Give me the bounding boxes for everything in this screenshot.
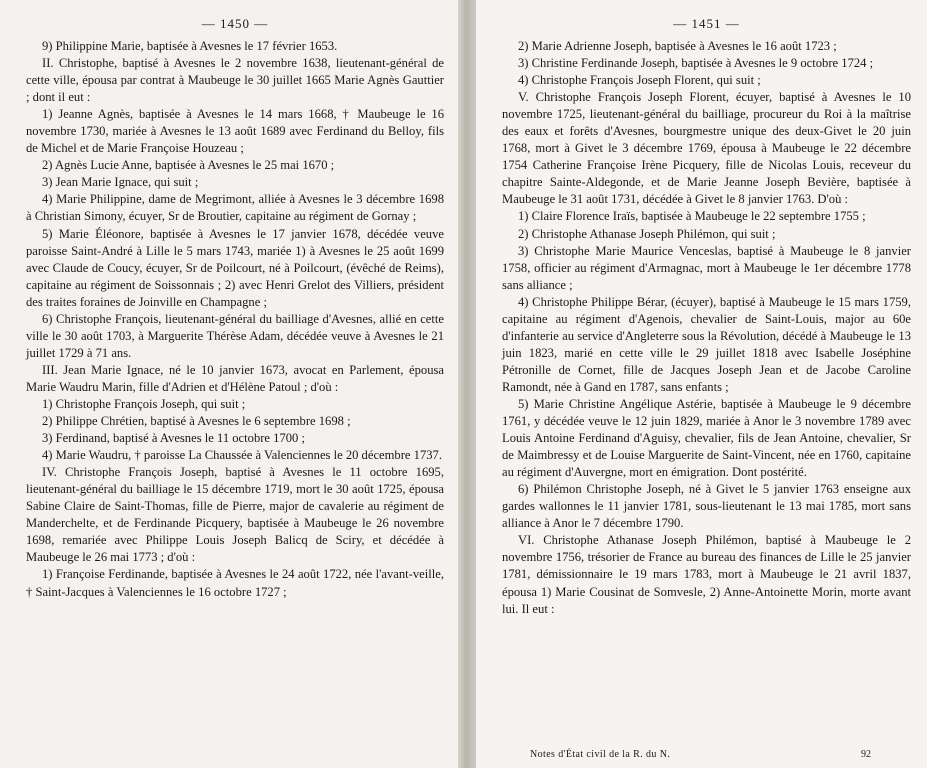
paragraph: 3) Christine Ferdinande Joseph, baptisée à Avesnes le 9 octobre 1724 ; xyxy=(518,56,874,71)
paragraph: V. Christophe François Joseph Florent, écuyer, baptisé à Avesnes le 10 novembre 1725, lieutenant-général du bailliage, procureur du Roi à la maîtrise des eaux et forêts d'Avesnes, bourgmestre unique des deux-Givet le 20 juin 1768, mort à Givet le 3 décembre 1769, épousa à Maubeuge le 22 décembre 1754 Catherine Françoise Irène Picquery, fille de Nicolas Louis, receveur du chapitre Sainte-Aldegonde, et de Marie Jeanne Joseph Bevière, baptisée à Maubeuge le 31 août 1731, décédée à Givet le 8 janvier 1763. D'où : xyxy=(502,90,911,207)
paragraph: IV. Christophe François Joseph, baptisé à Avesnes le 11 octobre 1695, lieutenant-général du bailliage le 15 décembre 1719, mort le 30 août 1725, épousa Sabine Claire de Saint-Thomas, fille de Pierre, major de cavalerie au régiment de Manderchelte, et de Ferdinande Picquery, baptisée à Maubeuge le 26 novembre 1698, remariée avec Philippe Louis Joseph Balicq de Sciry, et décédée à Maubeuge le 26 mai 1773 ; d'où : xyxy=(26,465,444,565)
paragraph: 1) Françoise Ferdinande, baptisée à Avesnes le 24 août 1722, née l'avant-veille, † Saint-Jacques à Valenciennes le 16 octobre 1727 ; xyxy=(26,567,444,599)
paragraph: 5) Marie Éléonore, baptisée à Avesnes le 17 janvier 1678, décédée veuve paroisse Saint-André à Lille le 5 mars 1743, mariée 1) à Avesnes le 25 août 1699 avec Claude de Coucy, écuyer, Sr de Poilcourt, né à Poilcourt, (évêché de Reims), capitaine au régiment de Soissonnais ; 2) avec Henri Grelot des Villiers, président des traites foraines de Joinville en Champagne ; xyxy=(26,226,444,309)
paragraph: 4) Marie Waudru, † paroisse La Chaussée à Valenciennes le 20 décembre 1737. xyxy=(42,448,442,463)
page-number-right: — 1451 — xyxy=(673,16,740,31)
page-footer xyxy=(502,749,911,760)
paragraph: II. Christophe, baptisé à Avesnes le 2 novembre 1638, lieutenant-général de cette ville, épousa par contrat à Maubeuge le 30 juillet 1665 Marie Agnès Gauttier ; dont il eut : xyxy=(26,56,444,105)
footer-signature: 92 xyxy=(861,749,871,760)
footer-note: Notes d'État civil de la R. du N. xyxy=(530,749,671,760)
paragraph: 1) Claire Florence Iraïs, baptisée à Maubeuge le 22 septembre 1755 ; xyxy=(518,209,866,224)
paragraph: 9) Philippine Marie, baptisée à Avesnes le 17 février 1653. xyxy=(42,39,338,53)
right-page xyxy=(476,0,927,768)
paragraph: 2) Agnès Lucie Anne, baptisée à Avesnes le 25 mai 1670 ; xyxy=(42,158,335,173)
paragraph: 5) Marie Christine Angélique Astérie, baptisée à Maubeuge le 9 décembre 1761, y décédée veuve le 12 juin 1829, mariée à Anor le 3 novembre 1789 avec Louis Antoine Ferdinand d'Aguisy, chevalier, fils de Jean Antoine, chevalier, Sr de Maimbressy et de Louise Marguerite de Saint-Vincent, née en 1760, capitaine au régiment d'Auvergne, mort en émigration. Dont postérité. xyxy=(502,396,911,480)
paragraph: 4) Marie Philippine, dame de Megrimont, alliée à Avesnes le 3 décembre 1698 à Christian Simony, écuyer, Sr de Broutier, capitaine au régiment de Gornay ; xyxy=(26,192,444,224)
paragraph: 2) Marie Adrienne Joseph, baptisée à Avesnes le 16 août 1723 ; xyxy=(518,39,837,53)
paragraph: 3) Ferdinand, baptisé à Avesnes le 11 octobre 1700 ; xyxy=(42,431,306,446)
paragraph: 6) Philémon Christophe Joseph, né à Givet le 5 janvier 1763 enseigne aux gardes wallonnes le 11 janvier 1781, sous-lieutenant le 13 mai 1785, mort sans alliance à Anor le 7 décembre 1790. xyxy=(502,482,911,531)
paragraph: 4) Christophe François Joseph Florent, qui suit ; xyxy=(518,73,761,88)
book-gutter xyxy=(458,0,476,768)
page-number-left: — 1450 — xyxy=(201,16,269,31)
paragraph: 4) Christophe Philippe Bérar, (écuyer), baptisé à Maubeuge le 15 mars 1759, capitaine au régiment d'Agenois, chevalier de Saint-Louis, major au 60e d'infanterie au service d'Angleterre sous la Révolution, décédé à Maubeuge le 13 juin 1823, marié en cette ville le 29 juillet 1818 avec Isabelle Joséphine Pétronille de Cornet, fille de Jacques Joseph Jean et de Jacobe Caroline Ramondt, née à Gand en 1787, sans enfants ; xyxy=(502,294,911,394)
paragraph: 3) Jean Marie Ignace, qui suit ; xyxy=(42,175,199,190)
paragraph: 6) Christophe François, lieutenant-général du bailliage d'Avesnes, allié en cette ville le 30 août 1703, à Marguerite Thérèse Adam, décédée veuve à Avesnes le 21 juillet 1729 à 71 ans. xyxy=(26,311,444,360)
paragraph: VI. Christophe Athanase Joseph Philémon, baptisé à Maubeuge le 2 novembre 1756, trésorier de France au bureau des finances de Lille le 25 janvier 1781, démissionnaire le 19 mars 1783, mort à Maubeuge le 21 avril 1837, épousa 1) Marie Cousinat de Somvesle, 2) Anne-Antoinette Morin, morte avant lui. Il eut : xyxy=(502,533,911,616)
left-page xyxy=(0,0,458,768)
paragraph: 2) Philippe Chrétien, baptisé à Avesnes le 6 septembre 1698 ; xyxy=(42,414,351,429)
paragraph: 1) Christophe François Joseph, qui suit ; xyxy=(42,396,246,411)
paragraph: 3) Christophe Marie Maurice Venceslas, baptisé à Maubeuge le 8 janvier 1758, officier au régiment d'Armagnac, mort à Maubeuge le 1er décembre 1778 sans alliance ; xyxy=(502,243,911,292)
paragraph: 1) Jeanne Agnès, baptisée à Avesnes le 14 mars 1668, † Maubeuge le 16 novembre 1730, mariée à Avesnes le 13 août 1689 avec Ferdinand du Belloy, fils de Michel et de Marie Françoise Houzeau ; xyxy=(26,107,444,156)
paragraph: 2) Christophe Athanase Joseph Philémon, qui suit ; xyxy=(518,226,776,241)
paragraph: III. Jean Marie Ignace, né le 10 janvier 1673, avocat en Parlement, épousa Marie Waudru Marin, fille d'Adrien et d'Hélène Patoul ; d'où : xyxy=(26,362,444,394)
